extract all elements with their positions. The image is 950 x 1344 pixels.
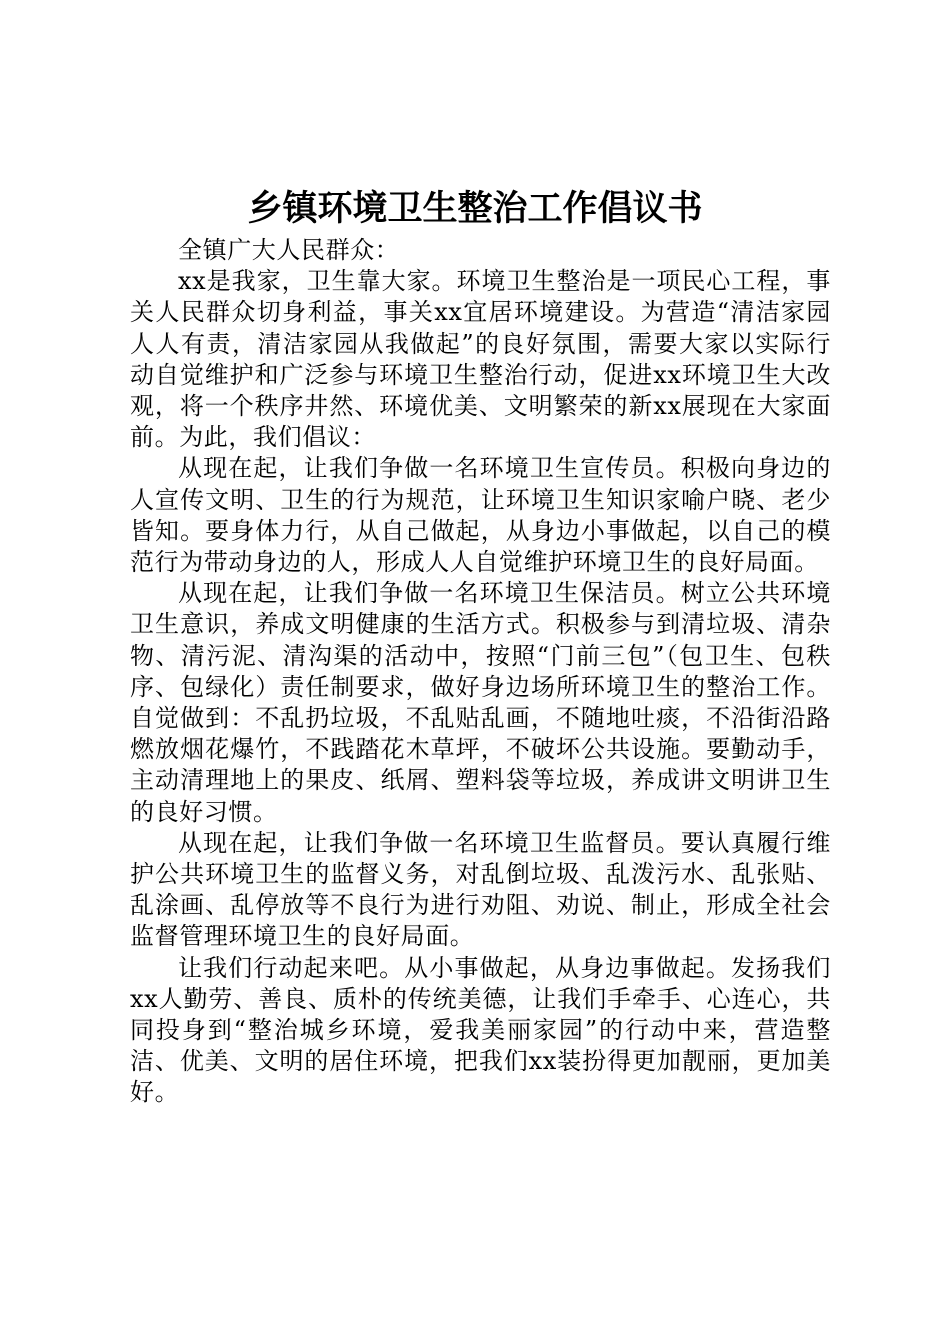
body-paragraph-2: 从现在起，让我们争做一名环境卫生宣传员。积极向身边的人宣传文明、卫生的行为规范，让环境卫生知识家喻户晓、老少皆知。要身体力行，从自己做起，从身边小事做起，以自己的模范行为带动身边的人，形成人人自觉维护环境卫生的良好局面。 (130, 454, 831, 577)
body-paragraph-3: 从现在起，让我们争做一名环境卫生保洁员。树立公共环境卫生意识，养成文明健康的生活方式。积极参与到清垃圾、清杂物、清污泥、清沟渠的活动中，按照“门前三包”（包卫生、包秩序、包绿化）责任制要求，做好身边场所环境卫生的整治工作。自觉做到：不乱扔垃圾，不乱贴乱画，不随地吐痰，不沿街沿路燃放烟花爆竹，不践踏花木草坪，不破坏公共设施。要勤动手，主动清理地上的果皮、纸屑、塑料袋等垃圾，养成讲文明讲卫生的良好习惯。 (130, 579, 831, 826)
document-title: 乡镇环境卫生整治工作倡议书 (247, 188, 703, 229)
salutation: 全镇广大人民群众： (178, 236, 400, 264)
body-paragraph-1: xx是我家，卫生靠大家。环境卫生整治是一项民心工程，事关人民群众切身利益，事关xx宜居环境建设。为营造“清洁家园人人有责，清洁家园从我做起”的良好氛围，需要大家以实际行动自觉维护和广泛参与环境卫生整治行动，促进xx环境卫生大改观，将一个秩序井然、环境优美、文明繁荣的新xx展现在大家面前。为此，我们倡议： (130, 267, 831, 452)
body-paragraph-5: 让我们行动起来吧。从小事做起，从身边事做起。发扬我们xx人勤劳、善良、质朴的传统美德，让我们手牵手、心连心，共同投身到“整治城乡环境，爱我美丽家园”的行动中来，营造整洁、优美、文明的居住环境，把我们xx装扮得更加靓丽，更加美好。 (130, 953, 831, 1107)
body-paragraph-4: 从现在起，让我们争做一名环境卫生监督员。要认真履行维护公共环境卫生的监督义务，对乱倒垃圾、乱泼污水、乱张贴、乱涂画、乱停放等不良行为进行劝阻、劝说、制止，形成全社会监督管理环境卫生的良好局面。 (130, 828, 831, 951)
document-body (130, 235, 831, 1109)
